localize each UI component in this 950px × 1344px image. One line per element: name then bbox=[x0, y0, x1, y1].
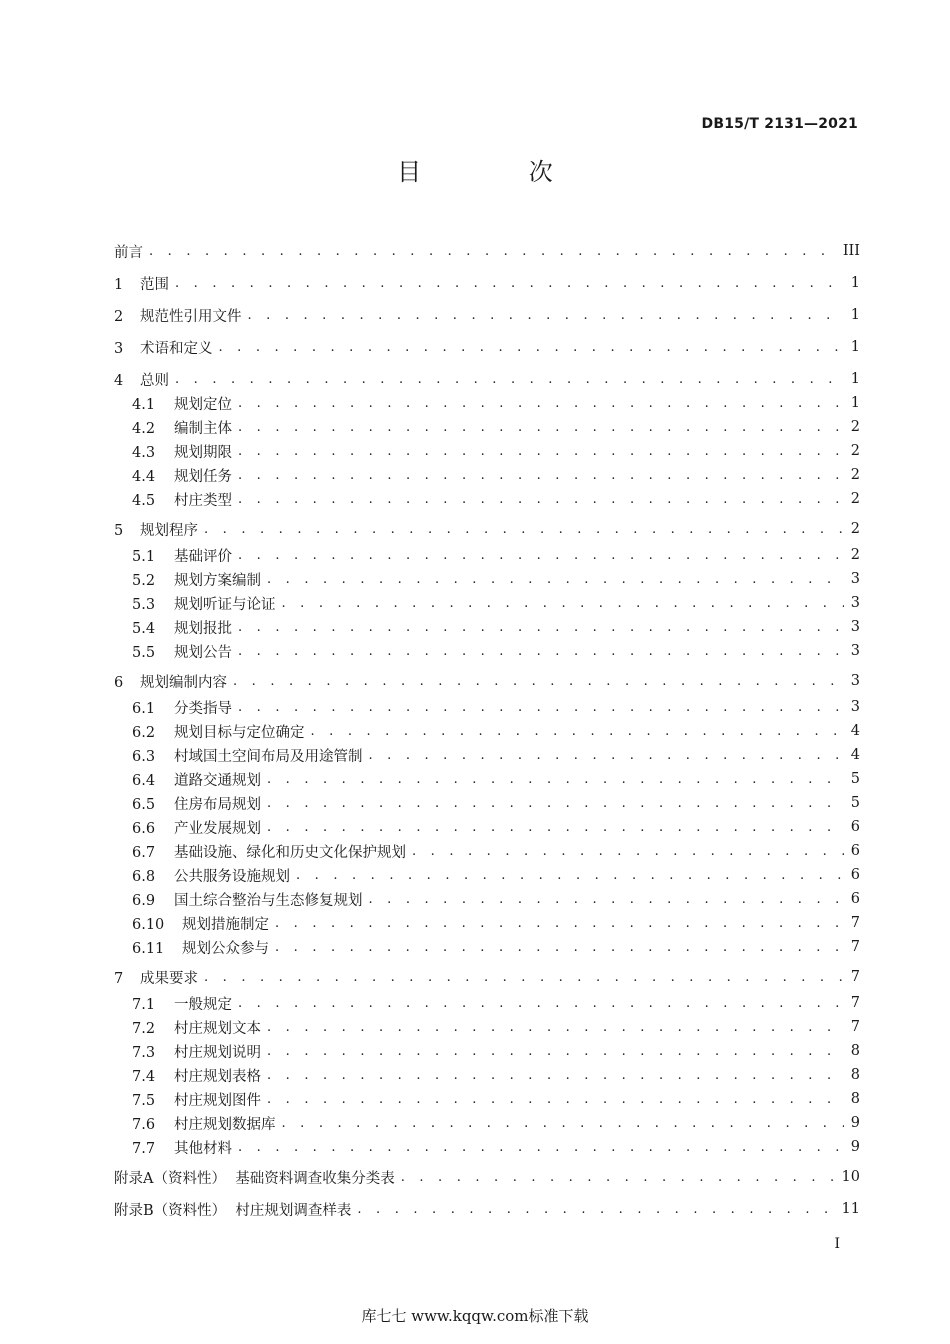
toc-leader-dots bbox=[238, 620, 844, 635]
toc-entry-text: 规划期限 bbox=[174, 444, 232, 461]
toc-entry-page: 2 bbox=[850, 547, 860, 563]
toc-entry-page: 3 bbox=[850, 699, 860, 715]
toc-entry-number: 4 bbox=[114, 372, 124, 389]
toc-entry-number: 5 bbox=[114, 522, 124, 539]
toc-entry[interactable] bbox=[114, 304, 860, 326]
toc-entry-text: 住房布局规划 bbox=[174, 796, 261, 813]
toc-entry[interactable] bbox=[132, 912, 860, 934]
toc-entry-number: 6.4 bbox=[132, 772, 156, 789]
toc-entry-text: 规划程序 bbox=[140, 522, 198, 539]
toc-entry-text: 规划任务 bbox=[174, 468, 232, 485]
toc-entry-label bbox=[132, 1017, 261, 1038]
toc-entry-page: 3 bbox=[850, 619, 860, 635]
toc-entry[interactable] bbox=[132, 592, 860, 614]
toc-entry-text: 规划定位 bbox=[174, 396, 232, 413]
toc-entry-label bbox=[132, 417, 232, 438]
toc-entry[interactable] bbox=[132, 1112, 860, 1134]
toc-leader-dots bbox=[282, 1116, 845, 1131]
toc-entry-page: 1 bbox=[850, 275, 860, 291]
toc-leader-dots bbox=[238, 548, 844, 563]
toc-entry-label bbox=[132, 441, 232, 462]
toc-leader-dots bbox=[282, 596, 845, 611]
toc-entry-number: 2 bbox=[114, 308, 124, 325]
toc-leader-dots bbox=[401, 1170, 836, 1185]
toc-entry-label bbox=[132, 617, 232, 638]
document-code: DB15/T 2131—2021 bbox=[701, 116, 858, 132]
toc-entry[interactable] bbox=[114, 966, 860, 988]
watermark-text: 库七七 www.kqqw.com标准下载 bbox=[361, 1307, 589, 1325]
toc-entry-label bbox=[114, 967, 198, 988]
toc-entry-label bbox=[114, 241, 143, 262]
toc-leader-dots bbox=[357, 1202, 835, 1217]
toc-entry[interactable] bbox=[132, 720, 860, 742]
toc-leader-dots bbox=[238, 1140, 844, 1155]
toc-entry-number: 6.1 bbox=[132, 700, 156, 717]
toc-entry-text: 村庄规划图件 bbox=[174, 1092, 261, 1109]
toc-entry-label bbox=[132, 1137, 232, 1158]
toc-leader-dots bbox=[238, 700, 844, 715]
toc-entry-text: 规划公告 bbox=[174, 644, 232, 661]
toc-entry-label bbox=[132, 913, 269, 934]
toc-entry-text: 成果要求 bbox=[140, 970, 198, 987]
toc-entry-page: 7 bbox=[850, 939, 860, 955]
toc-entry-page: 6 bbox=[850, 843, 860, 859]
toc-entry-text: 村庄规划说明 bbox=[174, 1044, 261, 1061]
toc-entry-number: 7.5 bbox=[132, 1092, 156, 1109]
toc-entry-label bbox=[132, 593, 276, 614]
page-title: 目 次 bbox=[397, 158, 603, 186]
toc-entry-page: 6 bbox=[850, 819, 860, 835]
toc-entry-label bbox=[132, 841, 406, 862]
toc-entry-number: 6.2 bbox=[132, 724, 156, 741]
toc-entry-page: 5 bbox=[850, 795, 860, 811]
toc-entry-text: 公共服务设施规划 bbox=[174, 868, 290, 885]
toc-entry-text: 其他材料 bbox=[174, 1140, 232, 1157]
toc-entry-number: 6.11 bbox=[132, 940, 165, 957]
toc-entry[interactable] bbox=[132, 1064, 860, 1086]
toc-entry-page: 5 bbox=[850, 771, 860, 787]
toc-leader-dots bbox=[175, 276, 844, 291]
toc-entry[interactable] bbox=[132, 696, 860, 718]
toc-entry-label bbox=[132, 817, 261, 838]
toc-leader-dots bbox=[275, 940, 844, 955]
toc-entry[interactable] bbox=[132, 1040, 860, 1062]
toc-leader-dots bbox=[267, 772, 844, 787]
toc-entry-text: 国土综合整治与生态修复规划 bbox=[174, 892, 363, 909]
toc-entry-page: 8 bbox=[850, 1043, 860, 1059]
toc-entry-text: 村域国土空间布局及用途管制 bbox=[174, 748, 363, 765]
toc-leader-dots bbox=[267, 1092, 844, 1107]
toc-leader-dots bbox=[238, 420, 844, 435]
toc-entry-label bbox=[132, 569, 261, 590]
toc-entry[interactable] bbox=[132, 936, 860, 958]
toc-leader-dots bbox=[267, 820, 844, 835]
toc-leader-dots bbox=[248, 308, 845, 323]
toc-entry-text: 规划公众参与 bbox=[182, 940, 269, 957]
toc-entry-text: 规划报批 bbox=[174, 620, 232, 637]
toc-leader-dots bbox=[311, 724, 845, 739]
toc-entry-page: 11 bbox=[841, 1201, 860, 1217]
toc-entry-number: 7.7 bbox=[132, 1140, 156, 1157]
toc-leader-dots bbox=[267, 796, 844, 811]
toc-leader-dots bbox=[238, 444, 844, 459]
toc-entry-label bbox=[132, 865, 290, 886]
page-number: I bbox=[834, 1236, 840, 1252]
toc-entry-number: 4.4 bbox=[132, 468, 156, 485]
toc-entry-page: 4 bbox=[850, 747, 860, 763]
toc-entry[interactable] bbox=[132, 864, 860, 886]
toc-entry-page: 8 bbox=[850, 1091, 860, 1107]
toc-leader-dots bbox=[233, 674, 844, 689]
toc-entry[interactable] bbox=[114, 1166, 860, 1188]
toc-entry[interactable] bbox=[114, 670, 860, 692]
toc-entry-number: 7.6 bbox=[132, 1116, 156, 1133]
toc-entry[interactable] bbox=[114, 518, 860, 540]
toc-entry-page: 3 bbox=[850, 643, 860, 659]
toc-leader-dots bbox=[238, 492, 844, 507]
toc-entry-page: 7 bbox=[850, 969, 860, 985]
toc-leader-dots bbox=[204, 970, 844, 985]
toc-entry-label bbox=[114, 337, 213, 358]
toc-entry-text: 附录B（资料性） 村庄规划调查样表 bbox=[114, 1202, 352, 1219]
toc-entry-text: 范围 bbox=[140, 276, 169, 293]
toc-entry-text: 村庄规划表格 bbox=[174, 1068, 261, 1085]
toc-entry-label bbox=[132, 889, 363, 910]
toc-entry-page: 3 bbox=[850, 571, 860, 587]
toc-entry[interactable] bbox=[114, 368, 860, 390]
toc-entry[interactable] bbox=[132, 1016, 860, 1038]
toc-entry-text: 术语和定义 bbox=[140, 340, 213, 357]
toc-entry[interactable] bbox=[114, 240, 860, 262]
toc-entry-number: 4.1 bbox=[132, 396, 156, 413]
toc-entry-text: 编制主体 bbox=[174, 420, 232, 437]
toc-entry-number: 1 bbox=[114, 276, 124, 293]
toc-entry-number: 6.6 bbox=[132, 820, 156, 837]
toc-leader-dots bbox=[238, 468, 844, 483]
toc-entry-label bbox=[132, 489, 232, 510]
toc-entry-number: 7 bbox=[114, 970, 124, 987]
toc-entry-page: 1 bbox=[850, 371, 860, 387]
toc-entry-text: 基础评价 bbox=[174, 548, 232, 565]
toc-entry[interactable] bbox=[132, 464, 860, 486]
toc-entry[interactable] bbox=[132, 616, 860, 638]
toc-entry-number: 7.2 bbox=[132, 1020, 156, 1037]
toc-entry-page: 2 bbox=[850, 467, 860, 483]
toc-entry-text: 规划编制内容 bbox=[140, 674, 227, 691]
toc-entry[interactable] bbox=[132, 840, 860, 862]
toc-entry-page: 6 bbox=[850, 867, 860, 883]
toc-entry-text: 前言 bbox=[114, 244, 143, 261]
toc-entry-page: 3 bbox=[850, 595, 860, 611]
toc-entry-number: 4.2 bbox=[132, 420, 156, 437]
toc-leader-dots bbox=[219, 340, 845, 355]
toc-entry[interactable] bbox=[132, 992, 860, 1014]
toc-entry-page: 2 bbox=[850, 419, 860, 435]
toc-entry[interactable] bbox=[132, 1136, 860, 1158]
toc-entry-page: 7 bbox=[850, 915, 860, 931]
toc-entry-page: III bbox=[842, 243, 860, 259]
toc-entry-label bbox=[114, 369, 169, 390]
toc-entry-number: 7.3 bbox=[132, 1044, 156, 1061]
toc-leader-dots bbox=[369, 892, 845, 907]
toc-leader-dots bbox=[204, 522, 844, 537]
toc-leader-dots bbox=[267, 1020, 844, 1035]
toc-entry-label bbox=[132, 1065, 261, 1086]
toc-entry-label bbox=[132, 769, 261, 790]
toc-entry-label bbox=[114, 1167, 395, 1188]
toc-leader-dots bbox=[267, 572, 844, 587]
toc-entry-text: 村庄类型 bbox=[174, 492, 232, 509]
toc-entry-page: 9 bbox=[850, 1115, 860, 1131]
toc-entry-page: 3 bbox=[850, 673, 860, 689]
toc-entry-page: 10 bbox=[841, 1169, 860, 1185]
toc-entry[interactable] bbox=[114, 272, 860, 294]
toc-entry-number: 6.7 bbox=[132, 844, 156, 861]
toc-leader-dots bbox=[149, 244, 837, 259]
toc-leader-dots bbox=[412, 844, 844, 859]
toc-entry-label bbox=[132, 993, 232, 1014]
toc-entry-number: 6.3 bbox=[132, 748, 156, 765]
toc-entry-label bbox=[114, 273, 169, 294]
toc-leader-dots bbox=[238, 644, 844, 659]
toc-entry-text: 基础设施、绿化和历史文化保护规划 bbox=[174, 844, 406, 861]
toc-entry-label bbox=[132, 745, 363, 766]
toc-entry-page: 1 bbox=[850, 395, 860, 411]
toc-entry-number: 5.5 bbox=[132, 644, 156, 661]
toc-entry-label bbox=[132, 1113, 276, 1134]
toc-entry[interactable] bbox=[132, 440, 860, 462]
toc-entry-text: 村庄规划文本 bbox=[174, 1020, 261, 1037]
toc-entry-label bbox=[114, 1199, 351, 1220]
toc-entry[interactable] bbox=[132, 1088, 860, 1110]
toc-entry-label bbox=[132, 641, 232, 662]
toc-entry[interactable] bbox=[132, 792, 860, 814]
toc-entry-page: 8 bbox=[850, 1067, 860, 1083]
toc-entry-page: 2 bbox=[850, 443, 860, 459]
toc-entry-page: 2 bbox=[850, 491, 860, 507]
toc-entry-number: 7.4 bbox=[132, 1068, 156, 1085]
toc-entry[interactable] bbox=[114, 1198, 860, 1220]
toc-leader-dots bbox=[175, 372, 844, 387]
toc-entry[interactable] bbox=[132, 640, 860, 662]
toc-entry-label bbox=[132, 1089, 261, 1110]
toc-entry-label bbox=[132, 393, 232, 414]
toc-entry-label bbox=[132, 793, 261, 814]
toc-entry[interactable] bbox=[132, 568, 860, 590]
toc-entry-number: 3 bbox=[114, 340, 124, 357]
toc-entry-label bbox=[132, 697, 232, 718]
toc-entry-page: 4 bbox=[850, 723, 860, 739]
toc-entry-number: 6.5 bbox=[132, 796, 156, 813]
toc-entry[interactable] bbox=[132, 816, 860, 838]
toc-entry-number: 6 bbox=[114, 674, 124, 691]
toc-entry-label bbox=[132, 545, 232, 566]
toc-leader-dots bbox=[369, 748, 845, 763]
toc-entry-number: 5.3 bbox=[132, 596, 156, 613]
toc-entry-label bbox=[114, 519, 198, 540]
toc-entry[interactable] bbox=[132, 416, 860, 438]
toc-entry-text: 村庄规划数据库 bbox=[174, 1116, 276, 1133]
toc-entry-number: 4.3 bbox=[132, 444, 156, 461]
toc-entry-text: 规范性引用文件 bbox=[140, 308, 242, 325]
toc-entry-text: 规划方案编制 bbox=[174, 572, 261, 589]
toc-leader-dots bbox=[238, 996, 844, 1011]
toc-entry-page: 1 bbox=[850, 339, 860, 355]
toc-entry-number: 5.1 bbox=[132, 548, 156, 565]
toc-entry[interactable] bbox=[132, 888, 860, 910]
toc-entry-page: 2 bbox=[850, 521, 860, 537]
toc-entry-text: 一般规定 bbox=[174, 996, 232, 1013]
toc-entry-label bbox=[132, 721, 305, 742]
toc-entry-number: 7.1 bbox=[132, 996, 156, 1013]
toc-leader-dots bbox=[275, 916, 844, 931]
toc-entry-text: 总则 bbox=[140, 372, 169, 389]
toc-entry-number: 6.8 bbox=[132, 868, 156, 885]
toc-entry-number: 5.4 bbox=[132, 620, 156, 637]
toc-entry-label bbox=[114, 305, 242, 326]
toc-entry[interactable] bbox=[114, 336, 860, 358]
toc-entry[interactable] bbox=[132, 544, 860, 566]
toc-entry-text: 附录A（资料性） 基础资料调查收集分类表 bbox=[114, 1170, 395, 1187]
toc-leader-dots bbox=[296, 868, 844, 883]
toc-entry-page: 1 bbox=[850, 307, 860, 323]
toc-entry-text: 规划听证与论证 bbox=[174, 596, 276, 613]
toc-entry-text: 规划目标与定位确定 bbox=[174, 724, 305, 741]
toc-entry-page: 6 bbox=[850, 891, 860, 907]
toc-entry-number: 6.9 bbox=[132, 892, 156, 909]
toc-entry-text: 产业发展规划 bbox=[174, 820, 261, 837]
toc-entry-label bbox=[132, 937, 269, 958]
toc-entry-text: 道路交通规划 bbox=[174, 772, 261, 789]
toc-entry-text: 规划措施制定 bbox=[182, 916, 269, 933]
toc-entry-number: 5.2 bbox=[132, 572, 156, 589]
toc-entry-page: 7 bbox=[850, 995, 860, 1011]
toc-entry-text: 分类指导 bbox=[174, 700, 232, 717]
toc-leader-dots bbox=[267, 1068, 844, 1083]
toc-entry-label bbox=[132, 1041, 261, 1062]
toc-entry-number: 4.5 bbox=[132, 492, 156, 509]
toc-entry-page: 9 bbox=[850, 1139, 860, 1155]
toc-leader-dots bbox=[238, 396, 844, 411]
toc-leader-dots bbox=[267, 1044, 844, 1059]
toc-entry[interactable] bbox=[132, 744, 860, 766]
toc-entry[interactable] bbox=[132, 488, 860, 510]
toc-entry-number: 6.10 bbox=[132, 916, 165, 933]
toc-entry-page: 7 bbox=[850, 1019, 860, 1035]
toc-entry-label bbox=[114, 671, 227, 692]
toc-entry[interactable] bbox=[132, 768, 860, 790]
toc-entry[interactable] bbox=[132, 392, 860, 414]
toc-entry-label bbox=[132, 465, 232, 486]
